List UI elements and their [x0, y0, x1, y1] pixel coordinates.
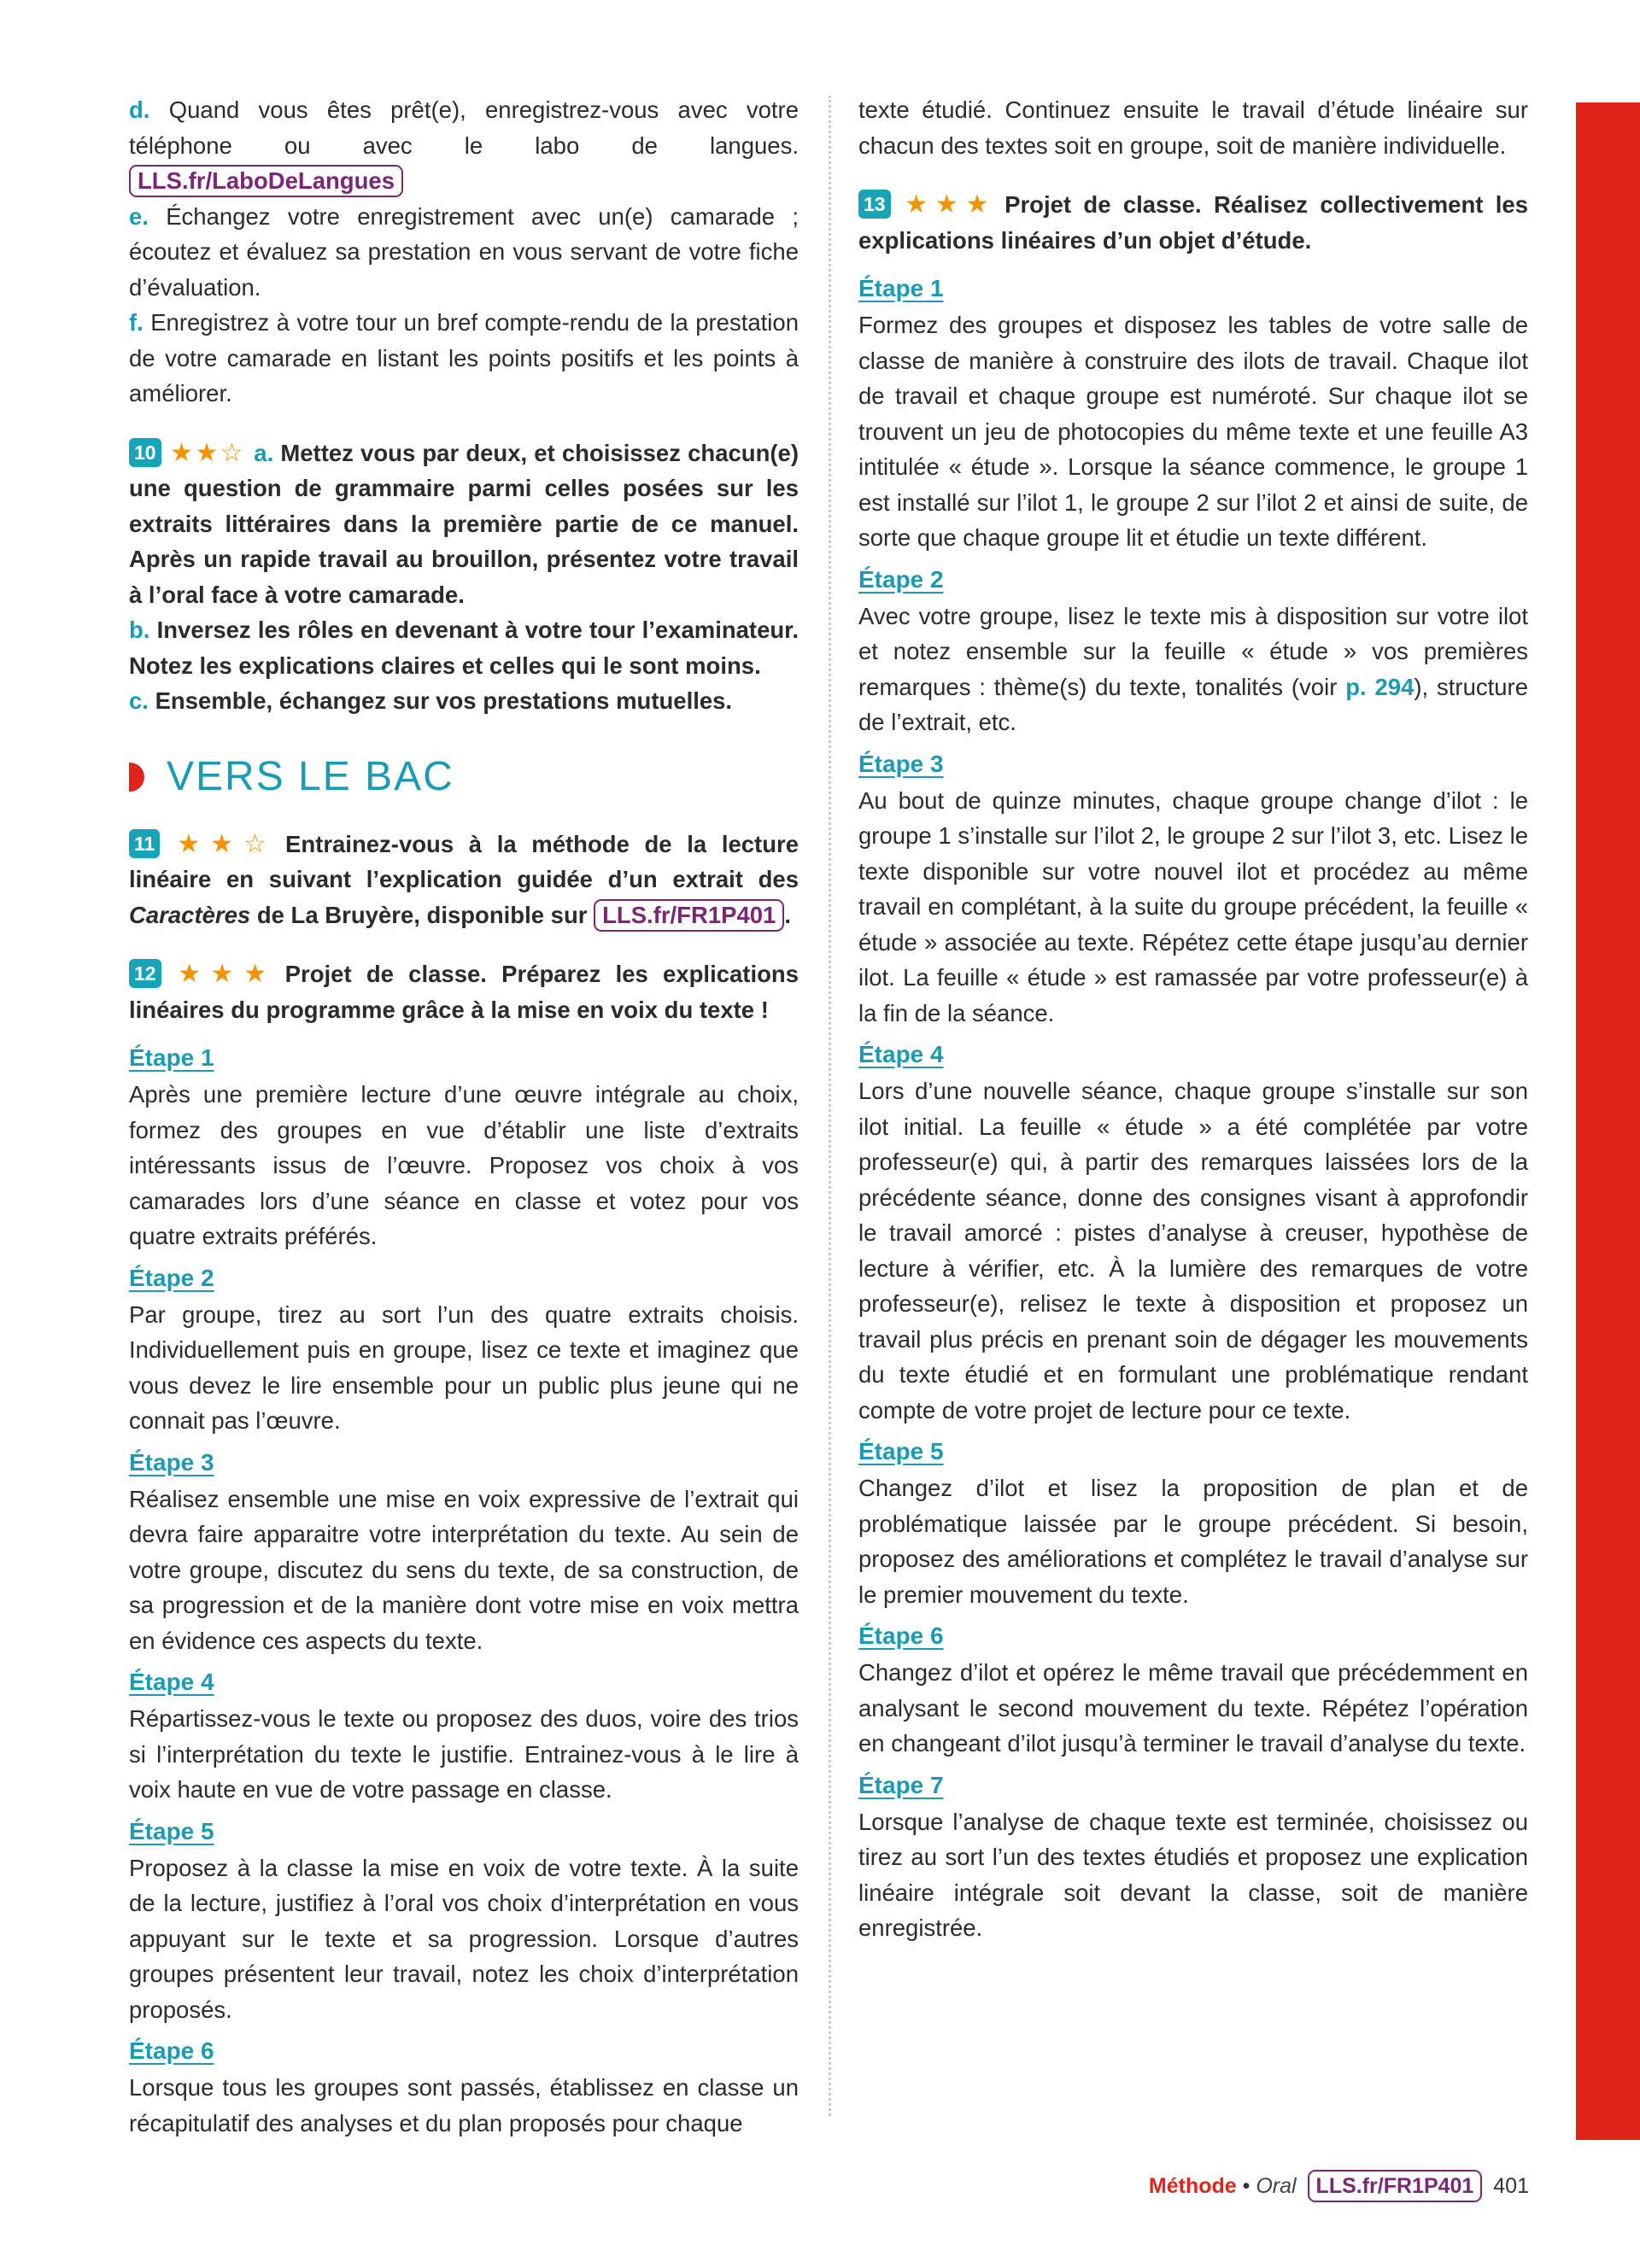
item-letter: e.: [129, 202, 149, 230]
chapter-color-tab: [1576, 102, 1640, 2140]
paragraph-e: [129, 199, 799, 306]
footer-method: Méthode: [1148, 2174, 1237, 2198]
etape-label: Étape 6: [858, 1622, 944, 1649]
etape-label: Étape 5: [129, 1817, 214, 1844]
etape-text: Proposez à la classe la mise en voix de votre texte. À la suite de la lecture, justifiez à l’oral vos choix d’interprétation en vous appuyant sur le texte et sa progression. Lorsque d’autres groupes présentent leur travail, notez les choix d’interprétation proposés.: [129, 1854, 799, 2023]
etape-text: Lors d’une nouvelle séance, chaque groupe s’installe sur son ilot initial. La feuille « étude » a été complétée par votre professeur(e) qui, à partir des remarques laissées lors de la précédente séance, donne des consignes visant à approfondir le travail amorcé : pistes d’analyse à creuser, hypothèse de lecture à vérifier, etc. À la lumière des remarques de votre professeur(e), relisez le texte à disposition et proposez un travail plus précis en prenant soin de dégager les mouvements du texte étudié et en formulant une problématique rendant compte de votre projet de lecture pour ce texte.: [858, 1078, 1528, 1423]
item-text: Échangez votre enregistrement avec un(e) camarade ; écoutez et évaluez sa prestation en vous servant de votre fiche d’évaluation.: [129, 202, 799, 301]
exercise-11: [129, 827, 799, 933]
footer-link[interactable]: LLS.fr/FR1P401: [1308, 2170, 1483, 2202]
item-text: Mettez vous par deux, et choisissez chacun(e) une question de grammaire parmi celles posées sur les extraits littéraires dans la première partie de ce manuel. Après un rapide travail au brouillon, présentez votre travail à l’oral face à votre camarade.: [129, 439, 799, 608]
section-marker-icon: [129, 763, 144, 792]
etape-label: Étape 2: [858, 565, 944, 593]
footer-oral: Oral: [1256, 2174, 1297, 2198]
difficulty-stars-icon: ★★★: [899, 190, 997, 219]
fr1p401-link[interactable]: LLS.fr/FR1P401: [594, 899, 784, 932]
section-title: VERS LE BAC: [167, 753, 454, 799]
item-letter: c.: [129, 687, 149, 714]
item-letter: a.: [254, 439, 274, 466]
labo-langues-link[interactable]: LLS.fr/LaboDeLangues: [129, 165, 403, 197]
etape-label: Étape 3: [858, 750, 944, 777]
etape-text: Au bout de quinze minutes, chaque groupe change d’ilot : le groupe 1 s’installe sur l’ilot 2, le groupe 2 sur l’ilot 3, etc. Lisez le texte disponible sur votre nouvel ilot et procédez au même travail en complétant, à la suite du groupe précédent, la feuille « étude » associée au texte. Répétez cette étape jusqu’au dernier ilot. La feuille « étude » est ramassée par votre professeur(e) à la fin de la séance.: [858, 786, 1528, 1026]
exercise-number-badge: 12: [129, 959, 161, 988]
etape-text: [858, 599, 1528, 740]
exercise-title: Projet de classe. Préparez les explications linéaires du programme grâce à la mise en voix du texte !: [129, 961, 799, 1023]
item-letter: f.: [129, 309, 144, 336]
item-text: de La Bruyère, disponible sur: [256, 901, 588, 928]
item-letter: b.: [129, 617, 150, 643]
continuation-text: texte étudié. Continuez ensuite le travail d’étude linéaire sur chacun des textes soit en groupe, soit de manière individuelle.: [858, 96, 1528, 159]
item-text: Inversez les rôles en devenant à votre tour l’examinateur. Notez les explications claires et celles qui le sont moins.: [129, 617, 800, 679]
difficulty-stars-icon: ★★☆: [168, 829, 278, 858]
page-reference-link[interactable]: p. 294: [1345, 673, 1414, 700]
exercise-10: [129, 435, 799, 613]
footer-separator: •: [1242, 2174, 1250, 2198]
item-text: Entrainez-vous à la méthode de la lecture linéaire en suivant l’explication guidée d’un extrait des: [129, 830, 799, 892]
etape-text-part: ), structure de l’extrait, etc.: [858, 673, 1529, 735]
etape-label: Étape 4: [129, 1669, 214, 1695]
etape-label: Étape 6: [129, 2037, 214, 2064]
etape-text: Réalisez ensemble une mise en voix expressive de l’extrait qui devra faire apparaitre votre interprétation du texte. Au sein de votre groupe, discutez du sens du texte, de sa construction, de sa progression et de la manière dont votre mise en voix mettra en évidence ces aspects du texte.: [129, 1485, 799, 1654]
page-footer: [1149, 2169, 1529, 2203]
left-column: [129, 92, 799, 2141]
punctuation: .: [784, 901, 791, 928]
page-number: 401: [1493, 2174, 1529, 2198]
exercise-number-badge: 11: [129, 829, 160, 858]
etape-text: Lorsque tous les groupes sont passés, établissez en classe un récapitulatif des analyses et du plan proposés pour chaque: [129, 2074, 799, 2136]
exercise-12: [129, 956, 799, 1027]
item-text: Enregistrez à votre tour un bref compte-rendu de la prestation de votre camarade en listant les points positifs et les points à améliorer.: [129, 309, 799, 406]
section-heading: [129, 751, 799, 803]
exercise-number-badge: 13: [858, 190, 891, 219]
item-text: Quand vous êtes prêt(e), enregistrez-vous avec votre téléphone ou avec le labo de langues.: [129, 96, 800, 159]
etape-label: Étape 5: [858, 1438, 944, 1464]
etape-text: Changez d’ilot et opérez le même travail que précédemment en analysant le second mouvement du texte. Répétez l’opération en changeant d’ilot jusqu’à terminer le travail d’analyse du texte.: [858, 1659, 1528, 1757]
exercise-10-c: [129, 683, 799, 719]
item-letter: d.: [129, 96, 150, 123]
etape-text: Après une première lecture d’une œuvre intégrale au choix, formez des groupes en vue d’établir une liste d’extraits intéressants issus de l’œuvre. Proposez vos choix à vos camarades lors d’une séance en classe et votez pour vos quatre extraits préférés.: [129, 1081, 799, 1249]
paragraph-f: [129, 305, 799, 412]
book-title: Caractères: [129, 901, 251, 928]
etape-label: Étape 2: [129, 1264, 214, 1291]
etape-label: Étape 1: [129, 1044, 214, 1071]
exercise-title: Projet de classe. Réalisez collectivement les explications linéaires d’un objet d’étude.: [858, 191, 1529, 254]
exercise-number-badge: 10: [129, 438, 161, 467]
etape-label: Étape 3: [129, 1448, 214, 1476]
etape-text: Répartissez-vous le texte ou proposez des duos, voire des trios si l’interprétation du texte le justifie. Entrainez-vous à le lire à voix haute en vue de votre passage en classe.: [129, 1705, 799, 1803]
etape-text: Formez des groupes et disposez les tables de votre salle de classe de manière à construire des ilots de travail. Chaque ilot de travail et chaque groupe est numéroté. Sur chaque ilot se trouvent un jeu de photocopies du même texte et une feuille A3 intitulée « étude ». Lorsque la séance commence, le groupe 1 est installé sur l’ilot 1, le groupe 2 sur l’ilot 2 et ainsi de suite, de sorte que chaque groupe lit et étudie un texte différent.: [858, 312, 1528, 551]
column-divider: [829, 96, 831, 2116]
paragraph-d: [129, 92, 799, 199]
etape-text: Changez d’ilot et lisez la proposition de plan et de problématique laissée par le groupe précédent. Si besoin, proposez des améliorations et complétez le travail d’analyse sur le premier mouvement du texte.: [858, 1475, 1528, 1608]
exercise-10-b: [129, 612, 799, 683]
right-column: [858, 92, 1528, 1946]
etape-text: Par groupe, tirez au sort l’un des quatre extraits choisis. Individuellement puis en groupe, lisez ce texte et imaginez que vous devez le lire ensemble pour un public plus jeune qui ne connait pas l’œuvre.: [129, 1301, 799, 1434]
etape-text: Lorsque l’analyse de chaque texte est terminée, choisissez ou tirez au sort l’un des textes étudiés et proposez une explication linéaire intégrale soit devant la classe, soit de manière enregistrée.: [858, 1808, 1528, 1941]
etape-label: Étape 1: [858, 275, 944, 301]
etape-label: Étape 7: [858, 1771, 944, 1798]
item-text: Ensemble, échangez sur vos prestations mutuelles.: [155, 687, 733, 714]
exercise-13: [858, 187, 1528, 258]
etape-label: Étape 4: [858, 1041, 944, 1067]
etape-list: [129, 1039, 799, 2141]
difficulty-stars-icon: ★★★: [169, 960, 277, 988]
difficulty-stars-icon: ★★☆: [169, 438, 246, 467]
etape-text-part: Avec votre groupe, lisez le texte mis à disposition sur votre ilot et notez ensemble sur la feuille « étude » vos premières remarques : thème(s) du texte, tonalités (voir: [858, 602, 1528, 700]
